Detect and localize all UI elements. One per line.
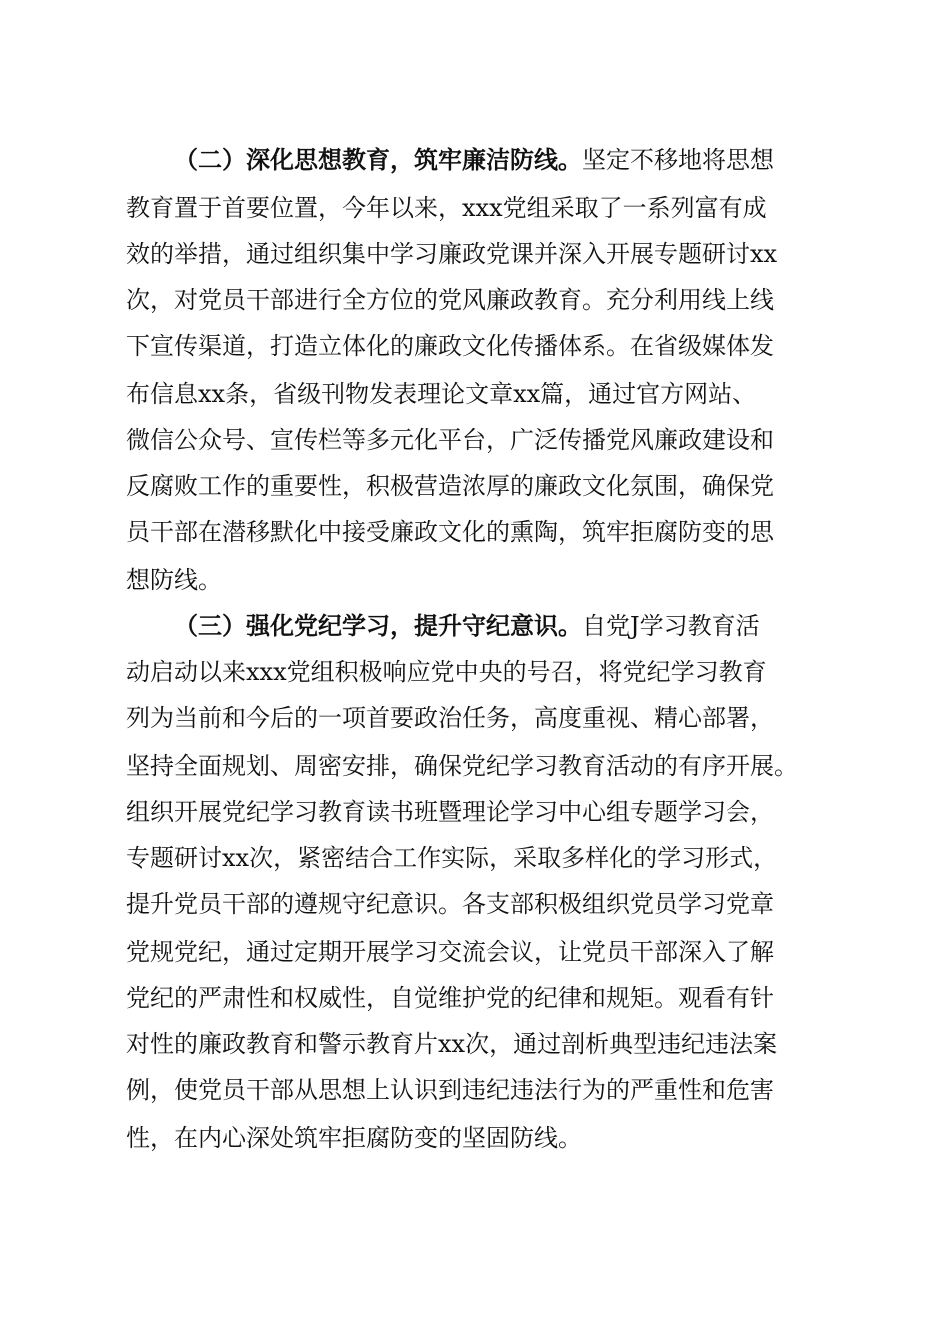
section3-line-11: 性，在内心深处筑牢拒腐防变的坚固防线。 xyxy=(126,1124,582,1152)
section3-line-3: 坚持全面规划、周密安排，确保党纪学习教育活动的有序开展。 xyxy=(126,752,798,780)
section3-line-9: 对性的廉政教育和警示教育片xx次，通过剖析典型违纪违法案 xyxy=(126,1030,778,1058)
section2-heading: （二）深化思想教育，筑牢廉洁防线。 xyxy=(174,145,582,174)
section3-line-1: 动启动以来xxx党组积极响应党中央的号召，将党纪学习教育 xyxy=(126,658,767,686)
section2-line-2: 效的举措，通过组织集中学习廉政党课并深入开展专题研讨xx xyxy=(126,240,778,268)
section3-line-8: 党纪的严肃性和权威性，自觉维护党的纪律和规矩。观看有针 xyxy=(126,984,774,1012)
section2-line-7: 反腐败工作的重要性，积极营造浓厚的廉政文化氛围，确保党 xyxy=(126,472,774,500)
section3-first-line xyxy=(0,604,950,648)
section2-line-9: 想防线。 xyxy=(126,566,222,594)
section2-line-1: 教育置于首要位置，今年以来，xxx党组采取了一系列富有成 xyxy=(126,194,767,222)
section3-line-6: 提升党员干部的遵规守纪意识。各支部积极组织党员学习党章 xyxy=(126,890,774,918)
section3-line-4: 组织开展党纪学习教育读书班暨理论学习中心组专题学习会， xyxy=(126,798,774,826)
section3-line-7: 党规党纪，通过定期开展学习交流会议，让党员干部深入了解 xyxy=(126,938,774,966)
section2-first-line xyxy=(0,138,950,182)
section3-line-10: 例，使党员干部从思想上认识到违纪违法行为的严重性和危害 xyxy=(126,1076,774,1104)
section2-line-8: 员干部在潜移默化中接受廉政文化的熏陶，筑牢拒腐防变的思 xyxy=(126,518,774,546)
section2-line-3: 次，对党员干部进行全方位的党风廉政教育。充分利用线上线 xyxy=(126,286,774,314)
section2-line-6: 微信公众号、宣传栏等多元化平台，广泛传播党风廉政建设和 xyxy=(126,426,774,454)
section3-heading: （三）强化党纪学习，提升守纪意识。 xyxy=(174,611,582,640)
section2-line-5: 布信息xx条，省级刊物发表理论文章xx篇，通过官方网站、 xyxy=(126,380,757,408)
section3-line-2: 列为当前和今后的一项首要政治任务，高度重视、精心部署， xyxy=(126,704,774,732)
section2-line-4: 下宣传渠道，打造立体化的廉政文化传播体系。在省级媒体发 xyxy=(126,332,774,360)
section2-line-0: 坚定不移地将思想 xyxy=(582,146,774,174)
section3-line-5: 专题研讨xx次，紧密结合工作实际，采取多样化的学习形式， xyxy=(126,844,778,872)
section3-line-0: 自党J学习教育活 xyxy=(582,612,760,640)
